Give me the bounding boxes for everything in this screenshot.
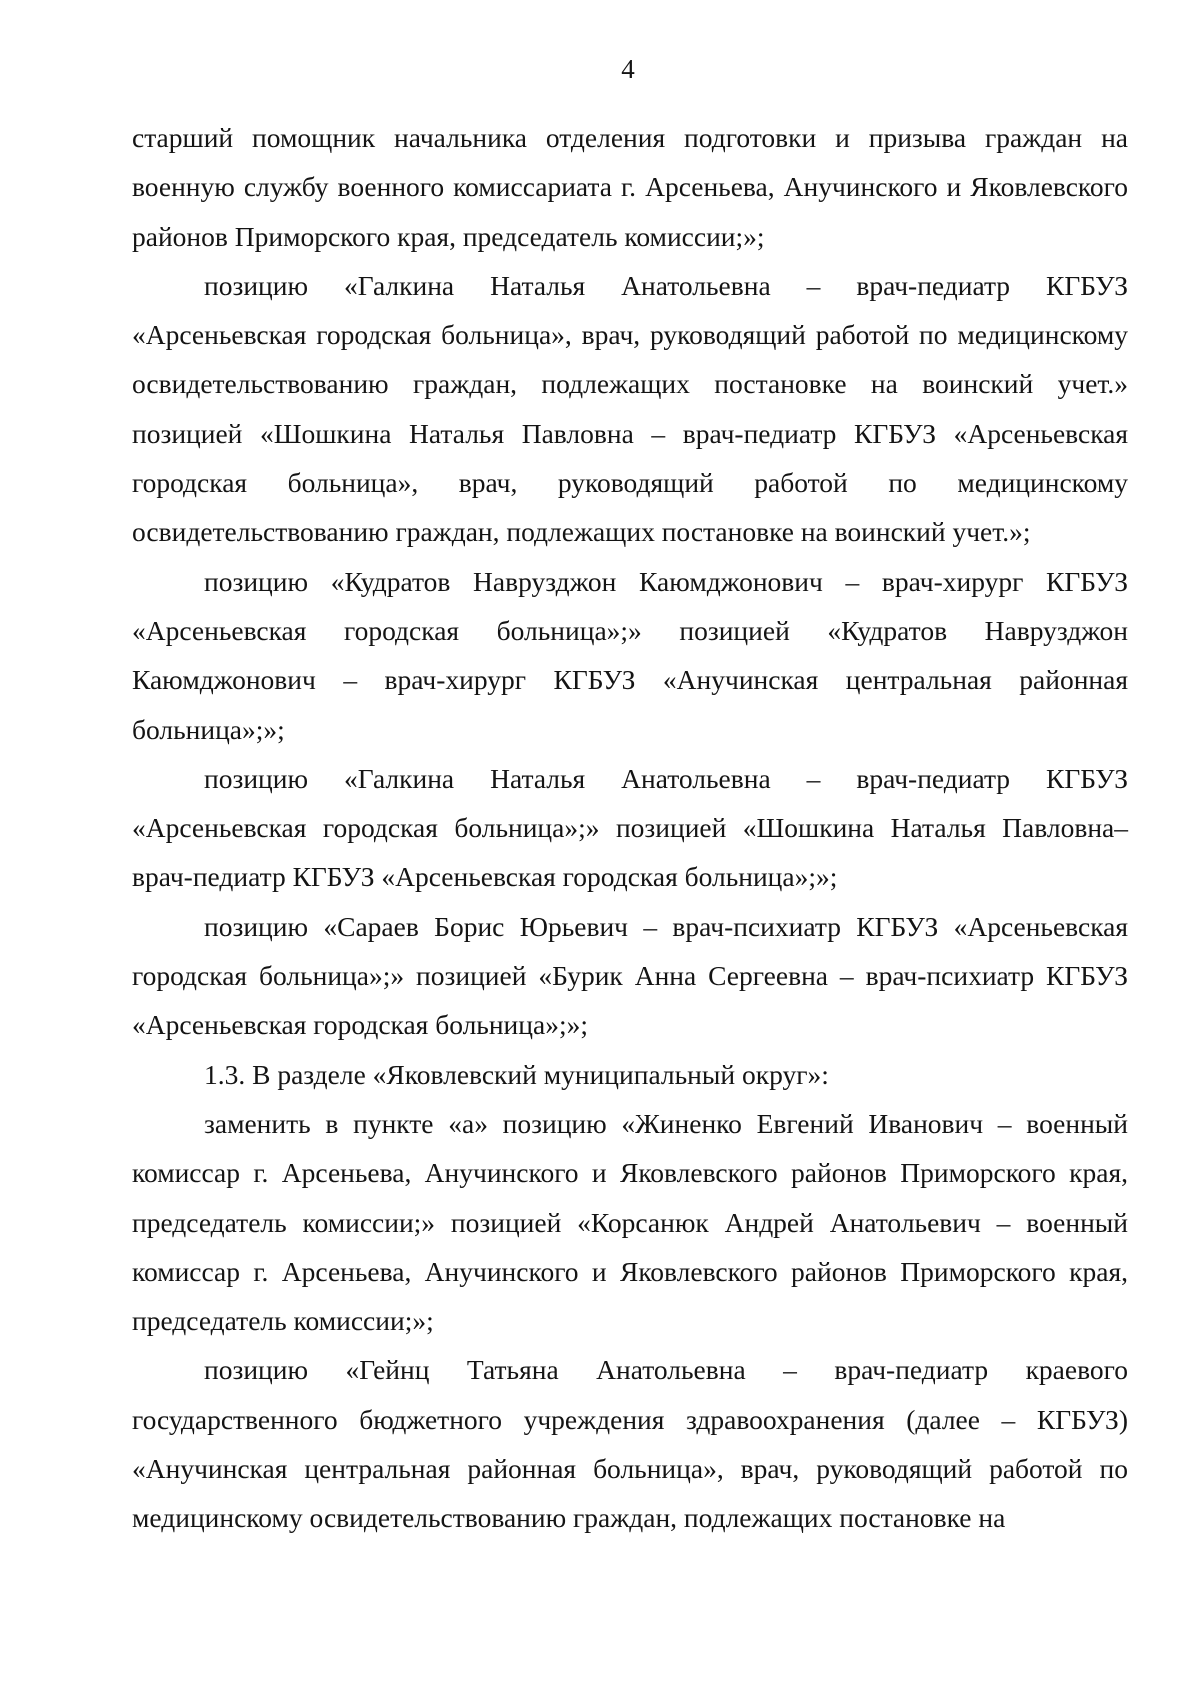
page-number: 4 <box>621 54 635 84</box>
paragraph-continuation: старший помощник начальника отделения подготовки и призыва граждан на военную службу военного комиссариата г. Арсеньева, Анучинского и Яковлевского районов Приморского края, председатель комиссии;»; <box>132 122 1128 252</box>
paragraph-geinc-position: позицию «Гейнц Татьяна Анатольевна – врач-педиатр краевого государственного бюджетного учреждения здравоохранения (далее – КГБУЗ) «Анучинская центральная районная больница», врач, руководящий работой по медицинскому освидетельствованию граждан, подлежащих постановке на <box>132 1354 1128 1534</box>
section-heading-1-3: 1.3. В разделе «Яковлевский муниципальный округ»: <box>204 1058 829 1090</box>
paragraph-saraev-position: позицию «Сараев Борис Юрьевич – врач-психиатр КГБУЗ «Арсеньевская городская больница»;» позицией «Бурик Анна Сергеевна – врач-психиатр КГБУЗ «Арсеньевская городская больница»;»; <box>132 910 1128 1041</box>
paragraph-kudratov-position: позицию «Кудратов Наврузджон Каюмджонович – врач-хирург КГБУЗ «Арсеньевская городская больница»;» позицией «Кудратов Наврузджон Каюмджонович – врач-хирург КГБУЗ «Анучинская центральная районная больница»;»; <box>132 565 1128 745</box>
paragraph-galkina-position: позицию «Галкина Наталья Анатольевна – врач-педиатр КГБУЗ «Арсеньевская городская больница», врач, руководящий работой по медицинскому освидетельствованию граждан, подлежащих постановке на воинский учет.» позицией «Шошкина Наталья Павловна – врач-педиатр КГБУЗ «Арсеньевская городская больница», врач, руководящий работой по медицинскому освидетельствованию граждан, подлежащих постановке на воинский учет.»; <box>132 269 1128 548</box>
paragraph-zhinenko-replacement: заменить в пункте «а» позицию «Жиненко Евгений Иванович – военный комиссар г. Арсеньева, Анучинского и Яковлевского районов Приморского края, председатель комиссии;» позицией «Корсанюк Андрей Анатольевич – военный комиссар г. Арсеньева, Анучинского и Яковлевского районов Приморского края, председатель комиссии;»; <box>132 1107 1128 1337</box>
document-body <box>132 113 1128 1543</box>
paragraph-galkina-second-position: позицию «Галкина Наталья Анатольевна – врач-педиатр КГБУЗ «Арсеньевская городская больница»;» позицией «Шошкина Наталья Павловна– врач-педиатр КГБУЗ «Арсеньевская городская больница»;»; <box>132 762 1128 893</box>
